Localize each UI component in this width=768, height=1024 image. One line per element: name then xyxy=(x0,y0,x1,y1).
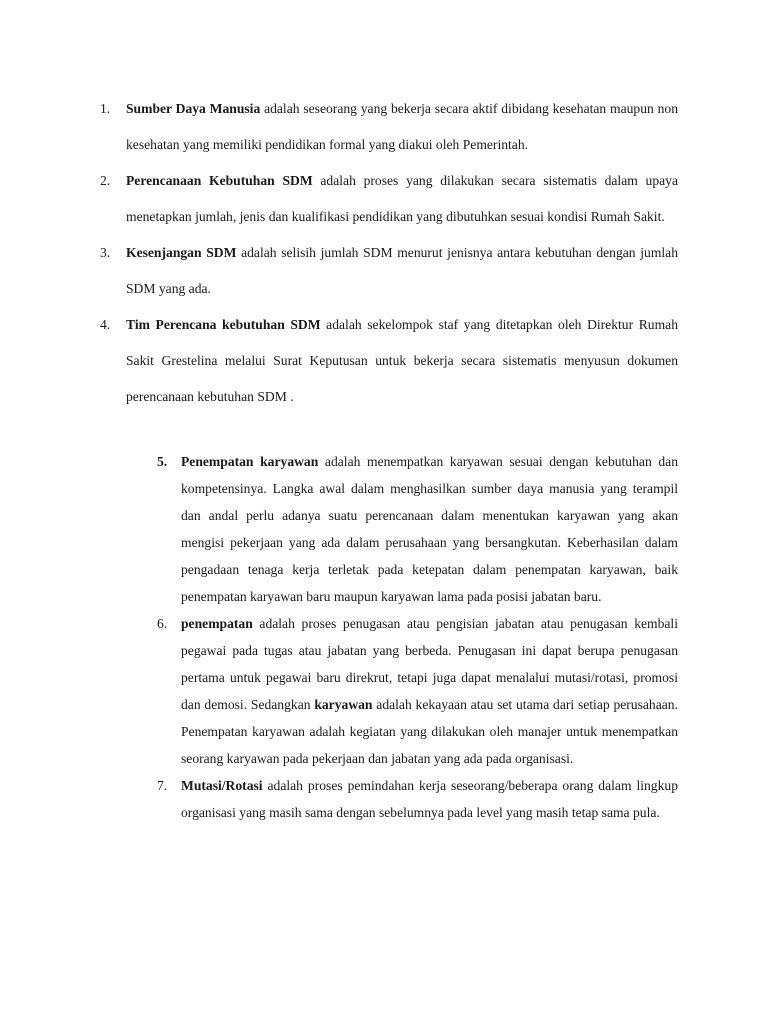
definition-text: adalah sekelompok staf yang ditetapkan oleh Direktur Rumah Sakit Grestelina melalui Surat Keputusan untuk bekerja secara sistematis menyusun dokumen perencanaan kebutuhan SDM . xyxy=(126,317,678,404)
list-item xyxy=(100,307,678,415)
list-number: 2. xyxy=(100,173,111,188)
definition-text: adalah proses penugasan atau pengisian jabatan atau penugasan kembali pegawai pada tugas atau jabatan yang berbeda. Penugasan ini dapat berupa penugasan pertama untuk pegawai baru direkrut, tetapi juga dapat menalalui mutasi/rotasi, promosi dan demosi. Sedangkan xyxy=(181,616,678,712)
definition-text: adalah menempatkan karyawan sesuai dengan kebutuhan dan kompetensinya. Langka awal dalam menghasilkan sumber daya manusia yang terampil dan andal perlu adanya suatu perencanaan dalam menentukan karyawan yang akan mengisi pekerjaan yang ada dalam perusahaan yang bersangkutan. Keberhasilan dalam pengadaan tenaga kerja terletak pada ketepatan dalam penempatan karyawan, baik penempatan karyawan baru maupun karyawan lama pada posisi jabatan baru. xyxy=(181,454,678,604)
definition-list xyxy=(100,91,678,415)
sub-definition-list xyxy=(157,448,678,826)
definition-text: adalah kekayaan atau set utama dari setiap perusahaan. Penempatan karyawan adalah kegiatan yang dilakukan oleh manajer untuk menempatkan seorang karyawan pada pekerjaan dan jabatan yang ada pada organisasi. xyxy=(181,697,678,766)
term: Sumber Daya Manusia xyxy=(126,101,261,116)
list-item xyxy=(100,163,678,235)
term: Penempatan karyawan xyxy=(181,454,319,469)
term: Perencanaan Kebutuhan SDM xyxy=(126,173,313,188)
list-number: 5. xyxy=(157,454,168,469)
list-number: 1. xyxy=(100,101,111,116)
list-number: 7. xyxy=(157,778,168,793)
term: Tim Perencana kebutuhan SDM xyxy=(126,317,321,332)
list-item xyxy=(157,610,678,772)
definition-text: adalah proses pemindahan kerja seseorang/beberapa orang dalam lingkup organisasi yang masih sama dengan sebelumnya pada level yang masih tetap sama pula. xyxy=(181,778,678,820)
list-item xyxy=(157,772,678,826)
term: Mutasi/Rotasi xyxy=(181,778,263,793)
term: penempatan xyxy=(181,616,253,631)
list-number: 4. xyxy=(100,317,111,332)
list-item xyxy=(157,448,678,610)
list-item xyxy=(100,235,678,307)
term: karyawan xyxy=(314,697,373,712)
definition-text: adalah seseorang yang bekerja secara aktif dibidang kesehatan maupun non kesehatan yang memiliki pendidikan formal yang diakui oleh Pemerintah. xyxy=(126,101,679,152)
list-item xyxy=(100,91,678,163)
term: Kesenjangan SDM xyxy=(126,245,237,260)
definition-text: adalah proses yang dilakukan secara sistematis dalam upaya menetapkan jumlah, jenis dan kualifikasi pendidikan yang dibutuhkan sesuai kondisi Rumah Sakit. xyxy=(126,173,678,224)
list-number: 3. xyxy=(100,245,111,260)
definition-text: adalah selisih jumlah SDM menurut jenisnya antara kebutuhan dengan jumlah SDM yang ada. xyxy=(126,245,679,296)
list-number: 6. xyxy=(157,616,168,631)
